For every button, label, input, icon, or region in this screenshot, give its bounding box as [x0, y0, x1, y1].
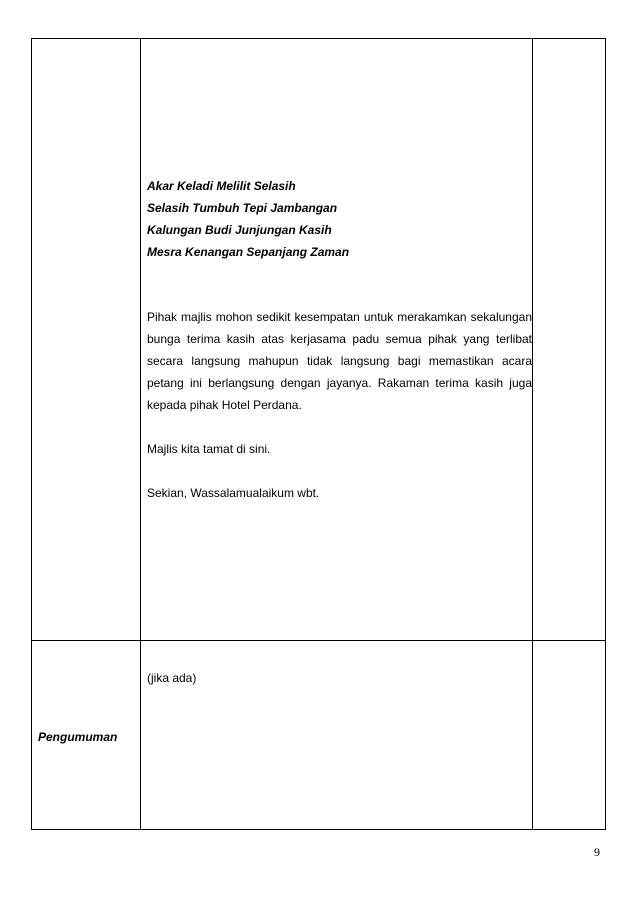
table-column-divider-2 [532, 38, 533, 830]
pantun-line: Mesra Kenangan Sepanjang Zaman [147, 245, 350, 259]
table-right-border [605, 38, 606, 830]
farewell-paragraph: Sekian, Wassalamualaikum wbt. [147, 486, 320, 500]
closing-paragraph: Majlis kita tamat di sini. [147, 442, 271, 456]
pantun-verse [147, 175, 527, 263]
thank-you-paragraph: Pihak majlis mohon sedikit kesempatan untuk merakamkan sekalungan bunga terima kasih atas kerjasama padu semua pihak yang terlibat secara langsung mahupun tidak langsung bagi memastikan acara petang ini berlangsung dengan jayanya. Rakaman terima kasih juga kepada pihak Hotel Perdana. [147, 310, 532, 412]
page-number: 9 [594, 845, 600, 859]
table-row-divider [31, 640, 606, 641]
table-left-border [31, 38, 32, 830]
pantun-line: Kalungan Budi Junjungan Kasih [147, 223, 332, 237]
announcement-content: (jika ada) [147, 671, 197, 685]
table-column-divider-1 [140, 38, 141, 830]
announcement-label: Pengumuman [38, 730, 118, 744]
table-top-border [31, 38, 606, 39]
table-bottom-border [31, 829, 606, 830]
pantun-line: Akar Keladi Melilit Selasih [147, 179, 296, 193]
pantun-line: Selasih Tumbuh Tepi Jambangan [147, 201, 338, 215]
